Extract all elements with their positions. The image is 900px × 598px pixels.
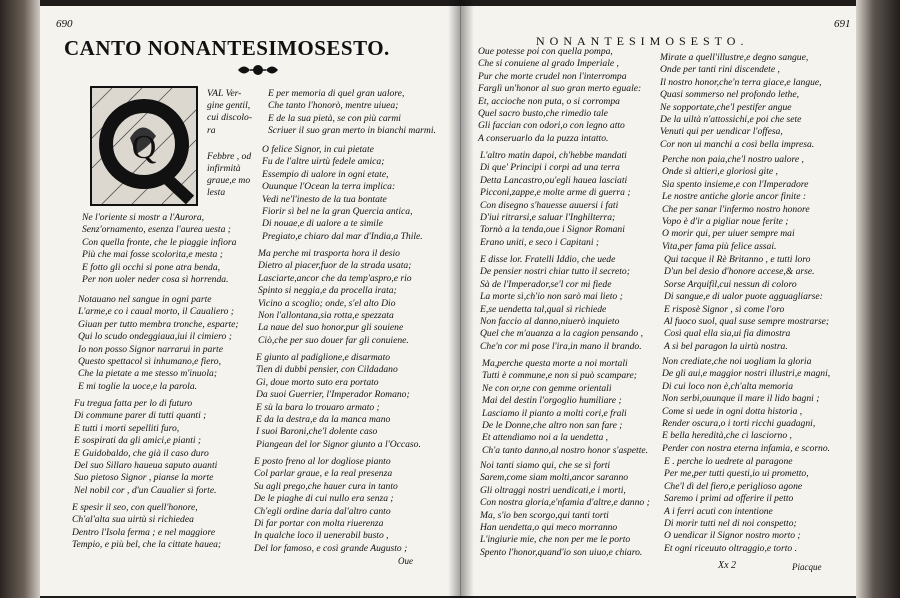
- text-line: Sia spento insieme,e con l'Imperadore: [662, 178, 809, 190]
- text-line: E sospirati da gli amici,e pianti ;: [74, 435, 202, 447]
- text-line: graue,e mo: [207, 175, 251, 187]
- text-line: Et, accioche non puta, o si corrompa: [478, 95, 620, 107]
- text-line: Per non uoler neder cosa sì horrenda.: [82, 273, 229, 285]
- text-line: E Guidobaldo, che già il caso duro: [74, 447, 209, 459]
- text-line: E disse lor. Fratelli Iddio, che uede: [480, 254, 616, 265]
- text-line: De le Donne,che altro non san fare ;: [482, 419, 623, 431]
- text-line: Tornò a la tenda,oue i Signor Romani: [480, 224, 625, 236]
- text-line: Oue potesse poi con quella pompa,: [478, 46, 613, 57]
- stanza: [664, 456, 809, 555]
- opening-fragments: [207, 88, 257, 200]
- canto-title: CANTO NONANTESIMOSESTO.: [64, 36, 390, 60]
- text-line: Pregiato,e chiaro dal mar d'India,a Thile.: [262, 230, 423, 242]
- text-line: Che per sanar l'infermo nostro honore: [662, 203, 810, 215]
- text-line: Vedi ne'l'inesto de la tua bontate: [262, 193, 387, 205]
- text-line: Ma perche mi trasporta hora il desio: [258, 248, 400, 259]
- text-line: Per me,per tutti questi,io ui prometto,: [664, 468, 809, 480]
- text-line: Io non posso Signor narrarui in parte: [78, 343, 223, 355]
- text-line: A i ferri acuti con intentione: [664, 505, 773, 517]
- text-line: VAL Ver-: [207, 88, 242, 99]
- text-line: Di que' Principi i corpi ad una terra: [480, 162, 620, 174]
- text-line: Lasciarte,ancor che da temp'aspro,e rio: [258, 272, 412, 284]
- text-line: Di cui loco non è,ch'alta memoria: [662, 380, 794, 392]
- text-line: E per memoria di quel gran ualore,: [268, 88, 405, 99]
- stanza: [660, 52, 822, 151]
- text-line: Ne con or,ne con gemme orientali: [482, 382, 612, 394]
- stanza: [262, 144, 423, 243]
- text-line: O uendicar il Signor nostro morto ;: [664, 530, 801, 542]
- text-line: Ch'egli ordine daria dal'altro canto: [254, 505, 391, 517]
- text-line: Del lor famoso, e così grande Augusto ;: [254, 542, 408, 554]
- text-line: Non faccio al danno,niuerò inquieto: [480, 315, 620, 327]
- text-line: Di sangue,e di ualor puote agguagliarse:: [664, 291, 823, 303]
- text-line: Spento l'honor,quand'io son uiuo,e chiaro.: [480, 546, 643, 558]
- text-line: Da suoi Guerrier, l'Imperador Romano;: [256, 389, 410, 401]
- text-line: Piangean del lor Signor giunto a l'Occaso.: [256, 438, 421, 450]
- decorated-initial: [90, 86, 198, 206]
- text-line: Ne sopportate,che'l pestifer angue: [660, 101, 792, 113]
- text-line: Farglì un'honor al suo gran merto eguale:: [478, 83, 642, 95]
- text-line: Sà de l'Imperador,se'l cor mi fiede: [480, 278, 612, 290]
- text-line: Non crediate,che noi uogliam la gloria: [662, 356, 812, 367]
- text-line: Perche non paia,che'l nostro ualore ,: [662, 154, 804, 165]
- text-line: E mi toglie la uoce,e la parola.: [78, 380, 198, 392]
- text-line: Che la pietate a me stesso m'inuola;: [78, 368, 218, 380]
- text-line: A conseruarlo da la puzza intatto.: [478, 132, 609, 144]
- text-line: E risposè Signor , sì come l'oro: [664, 303, 785, 315]
- text-line: Così qual ella sia,ui fia dimostra: [664, 328, 791, 340]
- text-line: Ouunque l'Ocean la terra implica:: [262, 181, 396, 193]
- text-line: E da la destra,e da la manca mano: [256, 413, 391, 425]
- text-line: Et attendiamo noi a la uendetta ,: [482, 432, 609, 444]
- stanza: [478, 46, 641, 145]
- stanza: [82, 212, 236, 286]
- text-line: O felice Signor, in cui pietate: [262, 144, 374, 155]
- stanza: [480, 254, 643, 353]
- text-line: Lasciamo il pianto a molti cori,e frali: [482, 407, 627, 419]
- text-line: Gli oltraggi nostri uendicati,e i morti,: [480, 484, 626, 496]
- text-line: Quasi sommerso nel profondo lethe,: [660, 89, 800, 101]
- text-line: La naue del suo honor,pur gli souiene: [258, 322, 404, 334]
- text-line: Notauano nel sangue in ogni parte: [78, 294, 212, 305]
- text-line: Il nostro honor,che'n terra giace,e langue,: [660, 76, 822, 88]
- text-line: E de la sua pietà, se con più carmi: [268, 112, 401, 124]
- text-line: Dietro al piacer,fuor de la strada usata;: [258, 260, 412, 272]
- stanza: [662, 356, 830, 455]
- text-line: Di commune parer di tutti quanti ;: [74, 410, 207, 422]
- text-line: Noi tanti siamo qui, che se sì forti: [480, 460, 611, 471]
- text-line: Tien di dubbi pensier, con Cildadano: [256, 364, 398, 376]
- text-line: O morir qui, per uiuer sempre mai: [662, 228, 795, 240]
- decorated-initial-q-icon: [92, 88, 196, 204]
- text-line: Quel sacro busto,che rimedio tale: [478, 107, 608, 119]
- text-line: Non l'allontana,sia rotta,e spezzata: [258, 309, 394, 321]
- text-line: Che tanto l'honorò, mentre uiuea;: [268, 100, 399, 112]
- text-line: E . perche lo uedrete al paragone: [664, 456, 793, 467]
- initial-letter: Q: [131, 129, 157, 166]
- text-line: Ma, s'io ben scorgo,qui tanti torti: [480, 509, 609, 521]
- text-line: L'arme,e co i caual morto, il Caualiero ;: [78, 306, 234, 318]
- text-line: Con disegno s'hauesse auuersi i fati: [480, 199, 619, 211]
- text-line: Tempio, e più bel, che la cittate hauea;: [72, 539, 222, 551]
- book-gutter: [448, 0, 474, 598]
- text-line: Gli faccian con odori,o con legno atto: [478, 120, 625, 132]
- text-line: De pensier nostri chiar tutto il secreto;: [480, 266, 630, 278]
- text-line: Di far portar con molta riuerenza: [254, 517, 384, 529]
- text-line: Che'n cor mi pose l'ira,in mano il brando.: [480, 340, 642, 352]
- text-line: Essempio di ualore in ogni etate,: [262, 168, 389, 180]
- text-line: Col parlar graue, e la real presenza: [254, 468, 393, 480]
- text-line: Picconi,zappe,e molte arme di guerra ;: [480, 187, 631, 199]
- stanza: [258, 248, 412, 347]
- text-line: lesta: [207, 187, 226, 199]
- text-line: Fu tregua fatta per lo di futuro: [74, 398, 193, 409]
- text-line: Venuti qui per uendicar l'offesa,: [660, 126, 783, 138]
- text-line: Nel nobil cor , d'un Caualier sì forte.: [74, 484, 217, 496]
- text-line: Ch'a tanto danno,al nostro honor s'aspette.: [482, 444, 649, 456]
- catchword: Piacque: [792, 562, 822, 572]
- text-line: Mirate a quell'illustre,e degno sangue,: [660, 52, 809, 63]
- text-line: Suo pietoso Signor , pianse la morte: [74, 472, 214, 484]
- text-line: Tutti è commune,e non si può scampare;: [482, 370, 637, 382]
- text-line: cui discolo-: [207, 112, 253, 124]
- text-line: Con nostra gloria,e'nfamia d'altre,e danno ;: [480, 497, 650, 509]
- text-line: Quel che m'auanza a la cagion pensando ,: [480, 328, 643, 340]
- text-line: Perder con nostra eterna infamia, e scorno.: [662, 442, 831, 454]
- text-line: Di morir tutti nel di noi conspetto;: [664, 517, 797, 529]
- stanza: [480, 460, 650, 559]
- text-line: Più che mai fosse scolorita,e mesta ;: [82, 249, 223, 261]
- text-line: L'ingiurie mie, che non per me le porto: [480, 534, 631, 546]
- text-line: Mai del destin l'orgoglio humiliare ;: [482, 395, 622, 407]
- text-line: Han uendetta,o qui meco morranno: [480, 521, 618, 533]
- catchword: Oue: [398, 556, 413, 566]
- text-line: Su agli prego,che hauer cura in tanto: [254, 480, 398, 492]
- stanza: [268, 88, 436, 138]
- book-edge-right: [856, 0, 900, 598]
- book-edge-left: [0, 0, 40, 598]
- text-line: E spesir il seo, con quell'honore,: [72, 502, 198, 513]
- text-line: Render oscura,o i torti ricchi guadagni,: [662, 417, 816, 429]
- text-line: Come si uede in ogni dotta historia ,: [662, 405, 803, 417]
- text-line: Ch'al'alta sua uirtù si richiedea: [72, 514, 194, 526]
- text-line: A sì bel paragon la uirtù nostra.: [664, 340, 788, 352]
- text-line: Ciò,che per suo douer far gli conuiene.: [258, 334, 409, 346]
- text-line: Erano uniti, e seco i Capitani ;: [480, 236, 600, 248]
- text-line: Scriuer il suo gran merto in bianchi marmi.: [268, 125, 436, 137]
- text-line: E tutti i morti sepelliti furo,: [74, 422, 180, 434]
- text-line: I suoi Baroni,che'l dolente caso: [256, 426, 378, 438]
- right-page-number: 691: [834, 18, 851, 30]
- text-line: Sarem,come siam molti,ancor saranno: [480, 472, 629, 484]
- text-line: E fotto gli occhi si pone atra benda,: [82, 261, 221, 273]
- ornament-icon: [236, 62, 280, 78]
- text-line: Detta Lancastro,ou'egli hauea lasciati: [480, 174, 628, 186]
- text-line: infirmità: [207, 162, 241, 174]
- text-line: D'un bel desio d'honore accese,& arse.: [664, 266, 815, 278]
- signature-mark: Xx 2: [718, 560, 737, 571]
- text-line: Sorse Arquifil,cui nessun di coloro: [664, 278, 797, 290]
- text-line: ra: [207, 124, 216, 136]
- stanza: [78, 294, 239, 393]
- text-line: Ma,perche questa morte a noi mortali: [482, 358, 628, 369]
- text-line: E giunto al padiglione,e disarmato: [256, 352, 391, 363]
- stanza: [482, 358, 648, 457]
- text-line: E posto freno al lor dogliose pianto: [254, 456, 391, 467]
- text-line: Senz'ornamento, esenza l'aurea uesta ;: [82, 224, 231, 236]
- text-line: Gi, doue morto suto era portato: [256, 376, 379, 388]
- text-line: Vicino a scoglio; onde, s'el alto Dio: [258, 297, 396, 309]
- text-line: Che'l dì del fiero,e periglioso agone: [664, 480, 803, 492]
- text-line: In qualche loco il uenerabil busto ,: [254, 530, 389, 542]
- running-title: NONANTESIMOSESTO.: [536, 34, 749, 48]
- text-line: Cor non ui manchi a così bella impresa.: [660, 138, 815, 150]
- stanza: [74, 398, 217, 497]
- text-line: Che si conuiene al grado Imperiale ,: [478, 58, 619, 70]
- text-line: Qui lo scudo ondeggiaua,iui il cimiero ;: [78, 331, 232, 343]
- text-line: Vopo è d'ir a pigliar noue ferite ;: [662, 215, 789, 227]
- text-line: Vita,per fama più felice assai.: [662, 240, 777, 252]
- stanza: [662, 154, 810, 253]
- text-line: Giuan per tutto membra tronche, esparte;: [78, 318, 239, 330]
- text-line: Febbre , od: [207, 150, 252, 162]
- text-line: Al fuoco suol, qual suse sempre mostrarse;: [664, 315, 830, 327]
- text-line: Le nostre antiche glorie ancor finite :: [662, 191, 807, 203]
- text-line: Saremo i primi ad offerire il petto: [664, 493, 794, 505]
- text-line: Onde sì altieri,e gloriosi gite ,: [662, 166, 778, 178]
- text-line: Dentro l'Isola ferma ; e nel maggiore: [72, 526, 216, 538]
- text-line: De la uiltà n'attossichi,e poi che sete: [660, 113, 802, 125]
- text-line: D'iui ritrarsi,e saluar l'Inghilterra;: [480, 211, 616, 223]
- text-line: Questo spettacol sì inhumano,e fiero,: [78, 355, 222, 367]
- text-line: Fiorir sì bel ne la gran Quercia antica,: [262, 205, 413, 217]
- text-line: E,se uendetta tal,qual sì richiede: [480, 303, 607, 315]
- text-line: E sù la bara lo trouaro armato ;: [256, 401, 380, 413]
- text-line: gine gentil,: [207, 100, 251, 112]
- text-line: De le piaghe di cui nullo era senza ;: [254, 493, 394, 505]
- text-line: La morte sì,ch'io non sarò mai lieto ;: [480, 291, 623, 303]
- text-line: L'altro matin dapoi, ch'hebbe mandati: [480, 150, 627, 161]
- text-line: Non serbi,ouunque il mare il lido bagni ;: [662, 393, 820, 405]
- left-page-number: 690: [56, 18, 73, 30]
- text-line: Qui tacque il Rè Britanno , e tutti loro: [664, 254, 811, 265]
- text-line: Et ogni riceuuto oltraggio,e torto .: [664, 542, 797, 554]
- text-line: Onde per tanti rini discendete ,: [660, 64, 780, 76]
- stanza: [254, 456, 407, 555]
- text-line: Fu de l'altre uirtù fedele amica;: [262, 156, 385, 168]
- text-line: E bella heredità,che ci lasciorno ,: [662, 430, 792, 442]
- stanza: [480, 150, 631, 249]
- text-line: Pur che morte crudel non l'interrompa: [478, 70, 627, 82]
- text-line: Del suo Sillaro haueua saputo auanti: [74, 459, 218, 471]
- text-line: Di nouae,e di ualore a te simile: [262, 218, 383, 230]
- stanza: [256, 352, 421, 451]
- text-line: Spinto si neggia,e da procella irata;: [258, 285, 397, 297]
- stanza: [72, 502, 221, 552]
- text-line: Con quella fronte, che le piaggie infiora: [82, 236, 237, 248]
- text-line: Ne l'oriente si mostr a l'Aurora,: [82, 212, 205, 223]
- stanza: [664, 254, 829, 353]
- text-line: De gli aui,e maggior nostri illustri,e magni,: [662, 368, 831, 380]
